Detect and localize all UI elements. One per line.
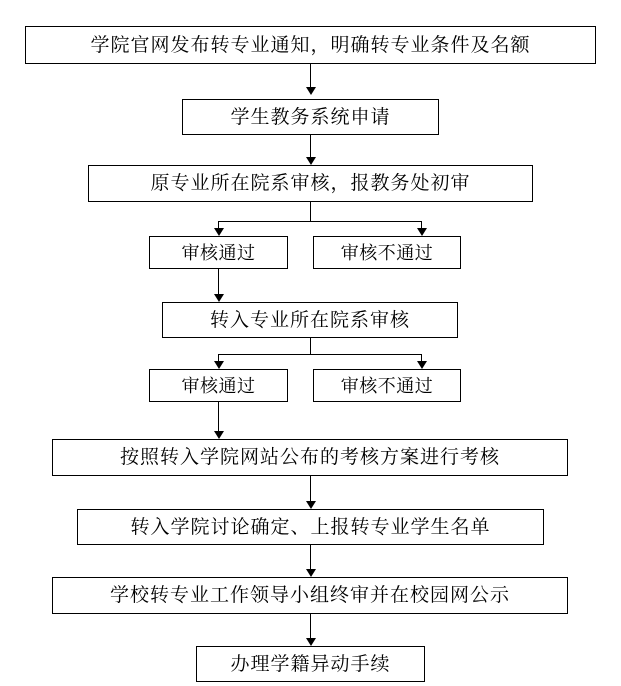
flow-branch-line-1 <box>218 221 421 222</box>
flow-node-original-department-review: 原专业所在院系审核，报教务处初审 <box>88 165 533 202</box>
flow-node-target-department-review: 转入专业所在院系审核 <box>162 302 458 338</box>
flow-node-student-application: 学生教务系统申请 <box>182 99 439 135</box>
flow-node-assessment: 按照转入学院网站公布的考核方案进行考核 <box>52 439 568 476</box>
flow-node-final-review-publicity: 学校转专业工作领导小组终审并在校园网公示 <box>52 577 568 614</box>
flow-branch-line-2 <box>218 354 421 355</box>
flow-node-college-discussion: 转入学院讨论确定、上报转专业学生名单 <box>77 509 544 545</box>
flow-node-review-failed-2: 审核不通过 <box>313 369 461 402</box>
flow-node-review-passed-1: 审核通过 <box>149 236 288 269</box>
flow-node-review-passed-2: 审核通过 <box>149 369 288 402</box>
flow-node-status-change-procedure: 办理学籍异动手续 <box>196 646 425 682</box>
flow-node-review-failed-1: 审核不通过 <box>313 236 461 269</box>
flow-node-announcement: 学院官网发布转专业通知，明确转专业条件及名额 <box>25 26 596 64</box>
